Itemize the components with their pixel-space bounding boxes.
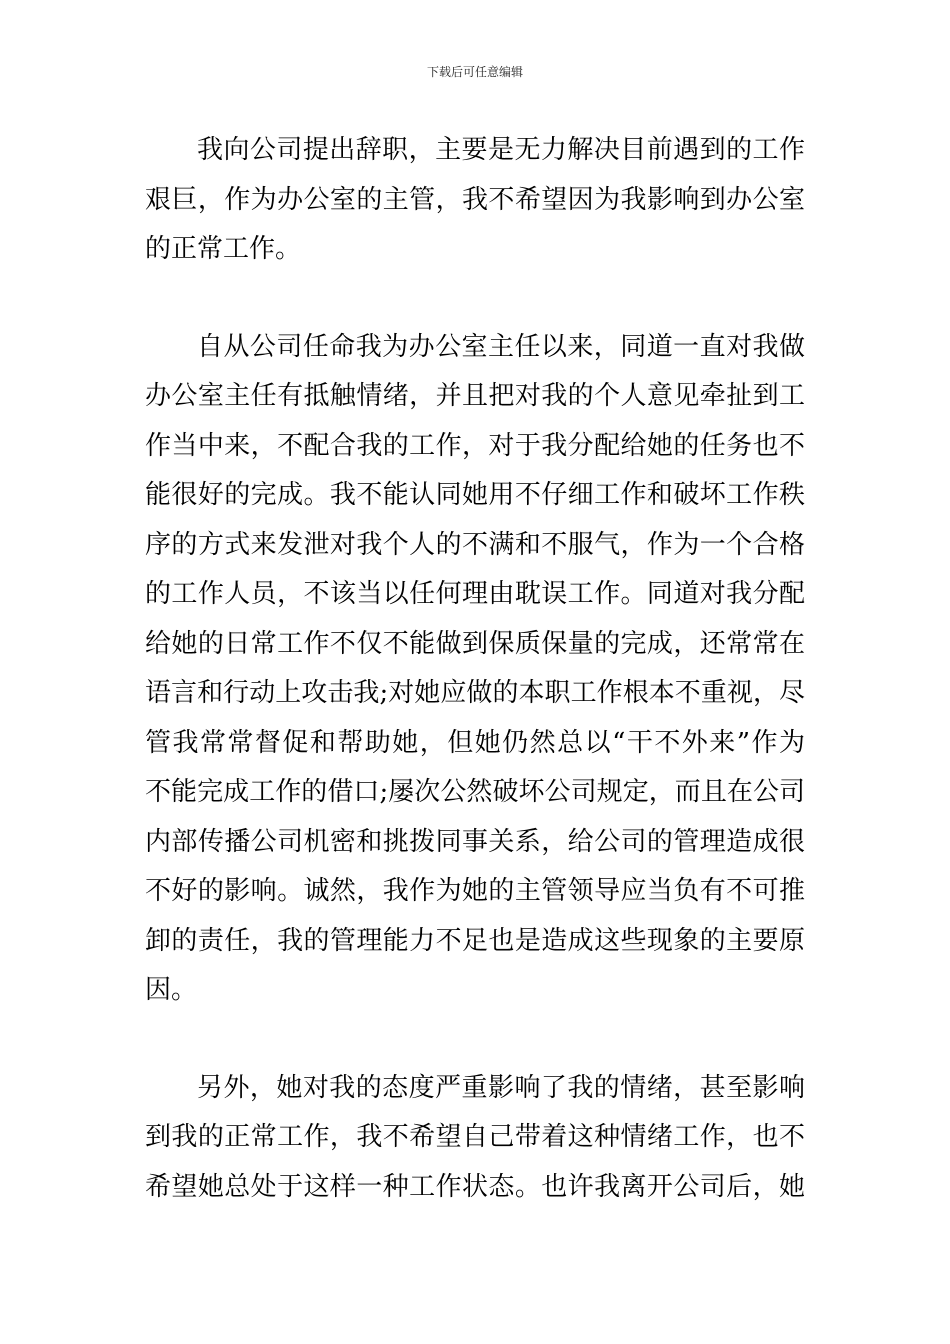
document-body: [145, 126, 805, 1260]
text-line: 办公室主任有抵触情绪，并且把对我的个人意见牵扯到工: [145, 381, 805, 411]
paragraph-1: [145, 126, 805, 275]
page-header: 下载后可任意编辑: [426, 65, 523, 79]
text-line: 序的方式来发泄对我个人的不满和不服气，作为一个合格: [145, 529, 805, 560]
text-line: 希望她总处于这样一种工作状态。也许我离开公司后，她: [145, 1171, 805, 1202]
text-line: 我向公司提出辞职，主要是无力解决目前遇到的工作: [197, 135, 805, 165]
text-line: 的正常工作。: [145, 234, 302, 264]
text-line: 作当中来，不配合我的工作，对于我分配给她的任务也不: [145, 430, 805, 461]
paragraph-2: [145, 323, 805, 1016]
text-line: 语言和行动上攻击我;对她应做的本职工作根本不重视，尽: [145, 678, 805, 708]
text-line: 卸的责任，我的管理能力不足也是造成这些现象的主要原: [145, 925, 805, 956]
text-line: 内部传播公司机密和挑拨同事关系，给公司的管理造成很: [145, 826, 805, 857]
text-line: 自从公司任命我为办公室主任以来，同道一直对我做: [197, 331, 805, 362]
text-line: 给她的日常工作不仅不能做到保质保量的完成，还常常在: [145, 628, 805, 659]
text-line: 不好的影响。诚然，我作为她的主管领导应当负有不可推: [145, 876, 805, 906]
text-line: 的工作人员，不该当以任何理由耽误工作。同道对我分配: [145, 579, 805, 609]
text-line: 管我常常督促和帮助她，但她仍然总以“干不外来”作为: [145, 727, 805, 758]
text-line: 能很好的完成。我不能认同她用不仔细工作和破坏工作秩: [145, 480, 805, 510]
text-line: 艰巨，作为办公室的主管，我不希望因为我影响到办公室: [145, 184, 805, 215]
text-line: 不能完成工作的借口;屡次公然破坏公司规定，而且在公司: [145, 777, 805, 807]
text-line: 到我的正常工作，我不希望自己带着这种情绪工作，也不: [145, 1122, 805, 1152]
paragraph-3: [145, 1064, 805, 1213]
text-line: 另外，她对我的态度严重影响了我的情绪，甚至影响: [197, 1072, 805, 1103]
text-line: 因。: [145, 975, 198, 1005]
